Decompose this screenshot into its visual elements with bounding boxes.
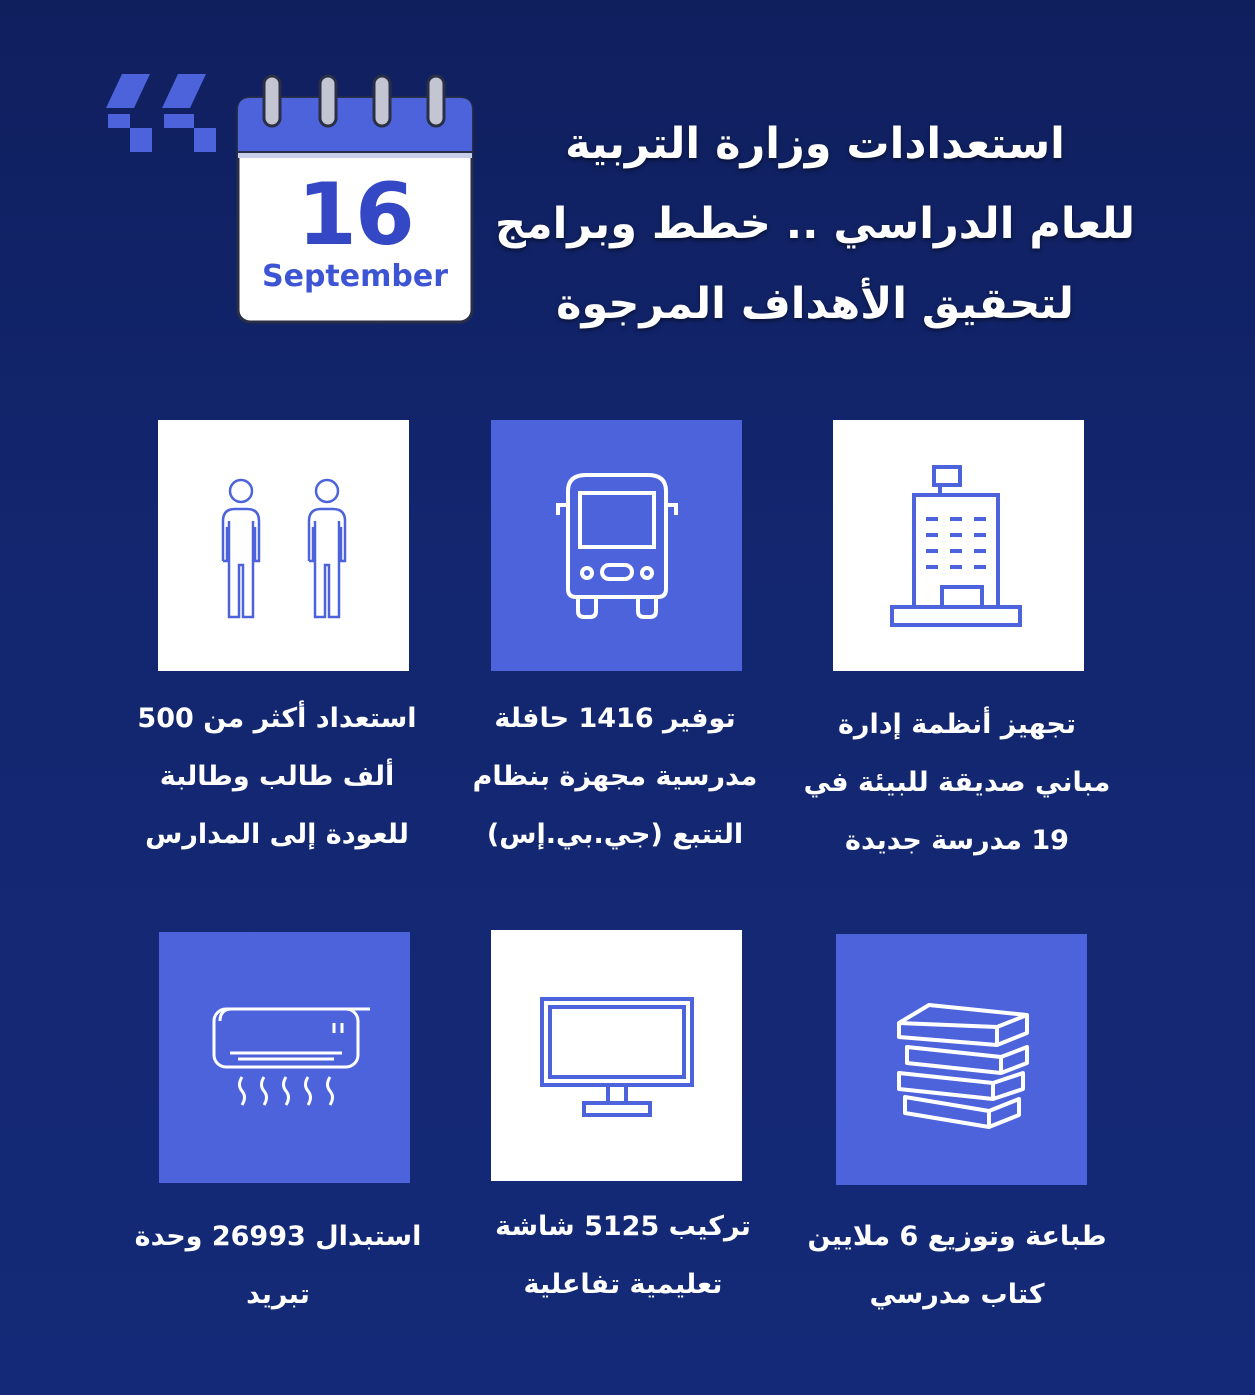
- caption-line: 19 مدرسة جديدة: [845, 825, 1069, 856]
- caption-air-conditioner: [113, 1208, 443, 1324]
- building-icon: [874, 461, 1044, 631]
- calendar-month: September: [262, 259, 448, 294]
- caption-line: طباعة وتوزيع 6 ملايين: [807, 1221, 1107, 1252]
- caption-monitor: [458, 1198, 788, 1314]
- caption-people: [112, 690, 442, 864]
- caption-line: تعليمية تفاعلية: [523, 1269, 723, 1300]
- bus-icon: [532, 461, 702, 631]
- title-line: للعام الدراسي .. خطط وبرامج: [494, 199, 1136, 249]
- people-icon: [199, 461, 369, 631]
- caption-line: تركيب 5125 شاشة: [495, 1211, 751, 1242]
- title-line: لتحقيق الأهداف المرجوة: [556, 279, 1074, 329]
- caption-line: استبدال 26993 وحدة: [134, 1221, 422, 1252]
- tile-air-conditioner: [159, 932, 410, 1183]
- caption-line: تبريد: [246, 1279, 310, 1310]
- title-line: استعدادات وزارة التربية: [565, 119, 1065, 169]
- caption-line: مباني صديقة للبيئة في: [803, 767, 1111, 798]
- tile-bus: [491, 420, 742, 671]
- page-title: [470, 104, 1160, 344]
- caption-line: تجهيز أنظمة إدارة: [837, 709, 1077, 740]
- tile-people: [158, 420, 409, 671]
- tile-building: [833, 420, 1084, 671]
- calendar-day: 16: [297, 165, 413, 265]
- books-icon: [877, 975, 1047, 1145]
- caption-line: استعداد أكثر من 500: [137, 703, 417, 734]
- air-conditioner-icon: [200, 973, 370, 1143]
- caption-line: توفير 1416 حافلة: [494, 703, 736, 734]
- caption-bus: [450, 690, 780, 864]
- tile-monitor: [491, 930, 742, 1181]
- caption-building: [792, 696, 1122, 870]
- caption-line: ألف طالب وطالبة: [159, 761, 395, 792]
- calendar: [234, 72, 476, 326]
- monitor-icon: [532, 971, 702, 1141]
- tile-books: [836, 934, 1087, 1185]
- caption-line: كتاب مدرسي: [869, 1279, 1045, 1310]
- caption-books: [792, 1208, 1122, 1324]
- caption-line: للعودة إلى المدارس: [145, 819, 409, 850]
- quote-mark-icon: [100, 68, 220, 158]
- caption-line: مدرسية مجهزة بنظام: [472, 761, 758, 792]
- caption-line: التتبع (جي.بي.إس): [486, 819, 744, 850]
